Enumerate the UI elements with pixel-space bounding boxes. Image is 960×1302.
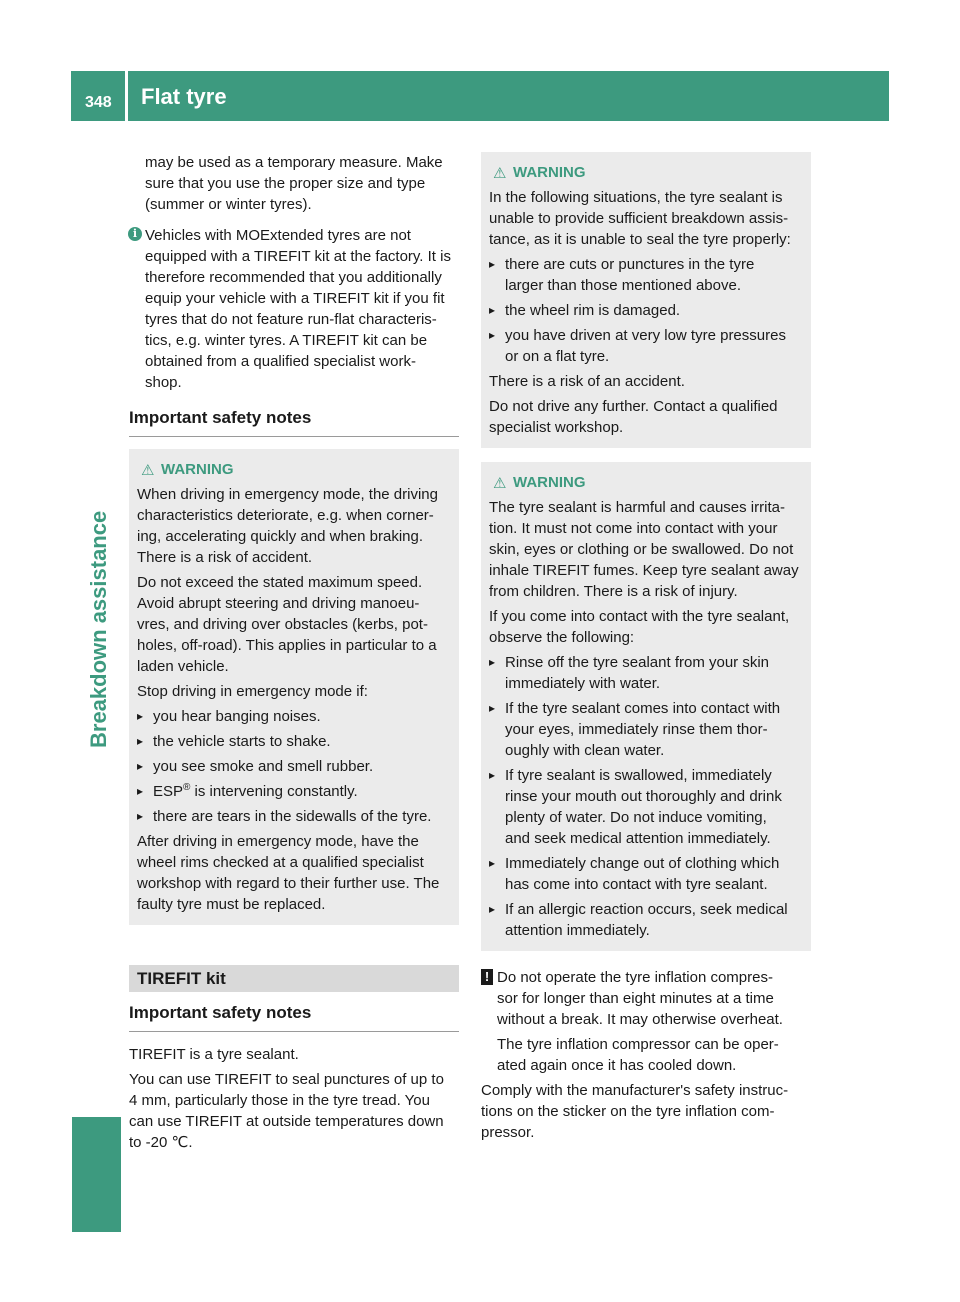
list-item: ▸ you have driven at very low tyre pressures or on a flat tyre. [489, 325, 803, 367]
warning-title: ⚠ WARNING [141, 461, 234, 479]
list-item: ▸ you see smoke and smell rubber. [137, 756, 451, 777]
warning-text: Stop driving in emergency mode if: [137, 683, 368, 700]
warning-text: When driving in emergency mode, the driving characteristics deteriorate, e.g. when corner- ing, accelerating quickly and when braking. There is a risk of accident. [137, 486, 438, 566]
warning-text: The tyre sealant is harmful and causes irrita- tion. It must not come into contact with your skin, eyes or clothing or be swallowed. Do not inhale TIREFIT fumes. Keep tyre sealant away from children. There is a risk of injury. [489, 499, 799, 600]
list-item: ▸ there are cuts or punctures in the tyre larger than those mentioned above. [489, 254, 803, 296]
header-bar [71, 71, 889, 121]
warning-triangle-icon: ⚠ [493, 165, 507, 182]
warning-title: ⚠ WARNING [493, 164, 586, 182]
warning-title: ⚠ WARNING [493, 474, 586, 492]
warning-text: If you come into contact with the tyre sealant, observe the following: [489, 608, 790, 646]
section-band: TIREFIT kit [129, 965, 459, 992]
list-item: ▸ the vehicle starts to shake. [137, 731, 451, 752]
list-item: ▸ ESP® is intervening constantly. [137, 781, 451, 802]
closing-text: Comply with the manufacturer's safety instruc- tions on the sticker on the tyre inflation com- pressor. [481, 1082, 789, 1141]
list-item: ▸ the wheel rim is damaged. [489, 300, 803, 321]
side-tab-block [72, 1117, 121, 1232]
section-heading: Important safety notes [129, 1002, 459, 1032]
body-text: TIREFIT is a tyre sealant. [129, 1046, 299, 1063]
info-note: i Vehicles with MOExtended tyres are not equipped with a TIREFIT kit at the factory. It is therefore recommended that you additionally equip your vehicle with a TIREFIT kit if you fit tyres that do not feature run-flat characteris- tics, e.g. winter tyres. A TIREFIT kit can be obtained from a qualified specialist work- shop. [129, 225, 459, 393]
list-item: ▸ Immediately change out of clothing which has come into contact with tyre sealant. [489, 853, 803, 895]
exclamation-icon: ! [481, 969, 493, 985]
list-item: ▸ Rinse off the tyre sealant from your skin immediately with water. [489, 652, 803, 694]
section-heading: Important safety notes [129, 407, 459, 437]
intro-paragraph: may be used as a temporary measure. Make sure that you use the proper size and type (summer or winter tyres). [145, 154, 443, 213]
body-text: You can use TIREFIT to seal punctures of up to 4 mm, particularly those in the tyre tread. You can use TIREFIT at outside temperatures down to ‑20 ℃. [129, 1071, 444, 1151]
list-item: ▸ If an allergic reaction occurs, seek medical attention immediately. [489, 899, 803, 941]
list-item: ▸ If the tyre sealant comes into contact with your eyes, immediately rinse them thor- oughly with clean water. [489, 698, 803, 761]
warning-text: There is a risk of an accident. [489, 373, 685, 390]
notice-note: ! Do not operate the tyre inflation compres- sor for longer than eight minutes at a time without a break. It may otherwise overheat. The tyre inflation compressor can be oper- ated again once it has cooled down. [481, 967, 811, 1076]
header-divider [125, 71, 128, 121]
warning-box [481, 462, 811, 951]
list-item: ▸ you hear banging noises. [137, 706, 451, 727]
warning-text: Do not drive any further. Contact a qualified specialist workshop. [489, 398, 778, 436]
right-column [481, 152, 811, 1143]
list-item: ▸ there are tears in the sidewalls of the tyre. [137, 806, 451, 827]
warning-box [481, 152, 811, 448]
left-column [129, 152, 459, 1153]
side-tab-label: Breakdown assistance [86, 510, 111, 748]
notice-followup: The tyre inflation compressor can be oper- ated again once it has cooled down. [497, 1036, 779, 1074]
list-item: ▸ If tyre sealant is swallowed, immediately rinse your mouth out thoroughly and drink plenty of water. Do not induce vomiting, and seek medical attention immediately. [489, 765, 803, 849]
warning-triangle-icon: ⚠ [141, 462, 155, 479]
page-title: Flat tyre [141, 84, 227, 109]
warning-text: After driving in emergency mode, have the wheel rims checked at a qualified specialist workshop with regard to their further use. The faulty tyre must be replaced. [137, 833, 440, 913]
warning-box [129, 449, 459, 925]
warning-text: Do not exceed the stated maximum speed. Avoid abrupt steering and driving manoeu- vres, and driving over obstacles (kerbs, pot- holes, off-road). This applies in particular to a laden vehicle. [137, 574, 437, 675]
warning-text: In the following situations, the tyre sealant is unable to provide sufficient breakdown assis- tance, as it is unable to seal the tyre properly: [489, 189, 791, 248]
warning-triangle-icon: ⚠ [493, 475, 507, 492]
page-number: 348 [85, 94, 112, 111]
info-icon: i [128, 227, 142, 241]
